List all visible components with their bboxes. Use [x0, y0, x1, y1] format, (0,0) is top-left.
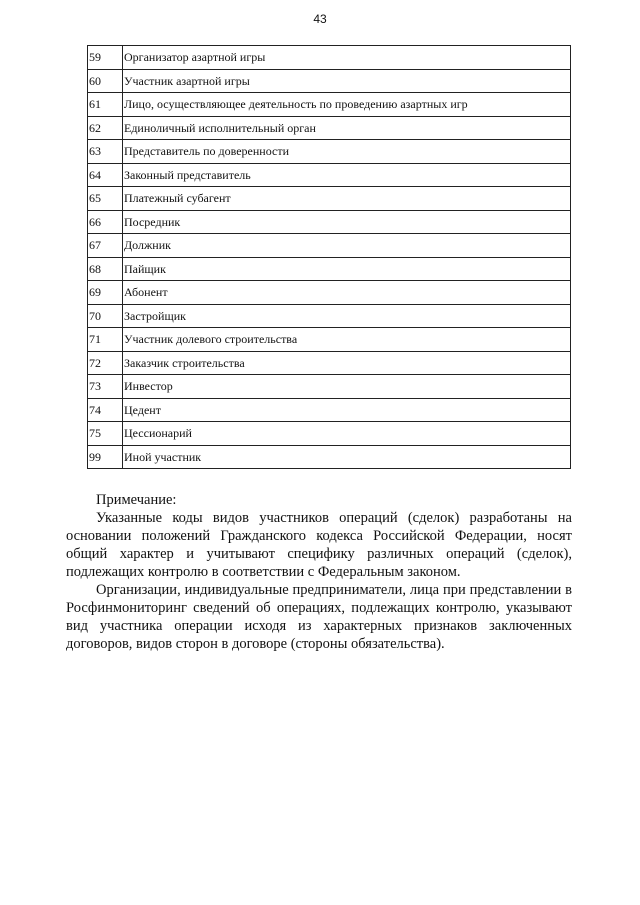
- row-participant-type: Участник азартной игры: [123, 69, 571, 93]
- row-code: 73: [88, 375, 123, 399]
- table-row: [88, 210, 571, 234]
- table-row: [88, 398, 571, 422]
- row-participant-type: Цессионарий: [123, 422, 571, 446]
- row-participant-type: Представитель по доверенности: [123, 140, 571, 164]
- table-row: [88, 445, 571, 469]
- row-code: 69: [88, 281, 123, 305]
- row-participant-type: Абонент: [123, 281, 571, 305]
- row-participant-type: Инвестор: [123, 375, 571, 399]
- row-code: 65: [88, 187, 123, 211]
- row-code: 66: [88, 210, 123, 234]
- table-row: [88, 163, 571, 187]
- table-row: [88, 351, 571, 375]
- participant-codes-table: [87, 45, 571, 469]
- table-row: [88, 93, 571, 117]
- table-row: [88, 375, 571, 399]
- row-code: 61: [88, 93, 123, 117]
- table-row: [88, 234, 571, 258]
- table-row: [88, 140, 571, 164]
- page-number: 43: [313, 12, 327, 26]
- row-code: 68: [88, 257, 123, 281]
- row-code: 75: [88, 422, 123, 446]
- row-participant-type: Организатор азартной игры: [123, 46, 571, 70]
- row-participant-type: Участник долевого строительства: [123, 328, 571, 352]
- row-code: 67: [88, 234, 123, 258]
- table-row: [88, 422, 571, 446]
- table-row: [88, 257, 571, 281]
- row-participant-type: Иной участник: [123, 445, 571, 469]
- row-code: 70: [88, 304, 123, 328]
- notes-paragraph-1: Указанные коды видов участников операций (сделок) разработаны на основании положений Гражданского кодекса Российской Федерации, носят общий характер и учитывают специфику различных операций (сделок), подлежащих контролю в соответствии с Федеральным законом.: [66, 510, 572, 580]
- table-row: [88, 304, 571, 328]
- row-participant-type: Цедент: [123, 398, 571, 422]
- row-participant-type: Заказчик строительства: [123, 351, 571, 375]
- table-row: [88, 46, 571, 70]
- table-row: [88, 69, 571, 93]
- row-code: 59: [88, 46, 123, 70]
- row-participant-type: Должник: [123, 234, 571, 258]
- row-code: 62: [88, 116, 123, 140]
- row-code: 72: [88, 351, 123, 375]
- row-code: 60: [88, 69, 123, 93]
- row-participant-type: Законный представитель: [123, 163, 571, 187]
- table-row: [88, 328, 571, 352]
- table-row: [88, 187, 571, 211]
- notes-section: [66, 491, 572, 653]
- table-row: [88, 281, 571, 305]
- row-code: 63: [88, 140, 123, 164]
- row-participant-type: Пайщик: [123, 257, 571, 281]
- table-row: [88, 116, 571, 140]
- notes-paragraph-2: Организации, индивидуальные предприниматели, лица при представлении в Росфинмониторинг сведений об операциях, подлежащих контролю, указывают вид участника операции исходя из характерных признаков заключенных договоров, видов сторон в договоре (стороны обязательства).: [66, 582, 572, 652]
- notes-heading: Примечание:: [96, 492, 177, 508]
- row-participant-type: Единоличный исполнительный орган: [123, 116, 571, 140]
- row-code: 64: [88, 163, 123, 187]
- row-participant-type: Застройщик: [123, 304, 571, 328]
- row-participant-type: Лицо, осуществляющее деятельность по проведению азартных игр: [123, 93, 571, 117]
- row-participant-type: Посредник: [123, 210, 571, 234]
- row-code: 99: [88, 445, 123, 469]
- table-body: [88, 46, 571, 469]
- row-code: 74: [88, 398, 123, 422]
- row-code: 71: [88, 328, 123, 352]
- row-participant-type: Платежный субагент: [123, 187, 571, 211]
